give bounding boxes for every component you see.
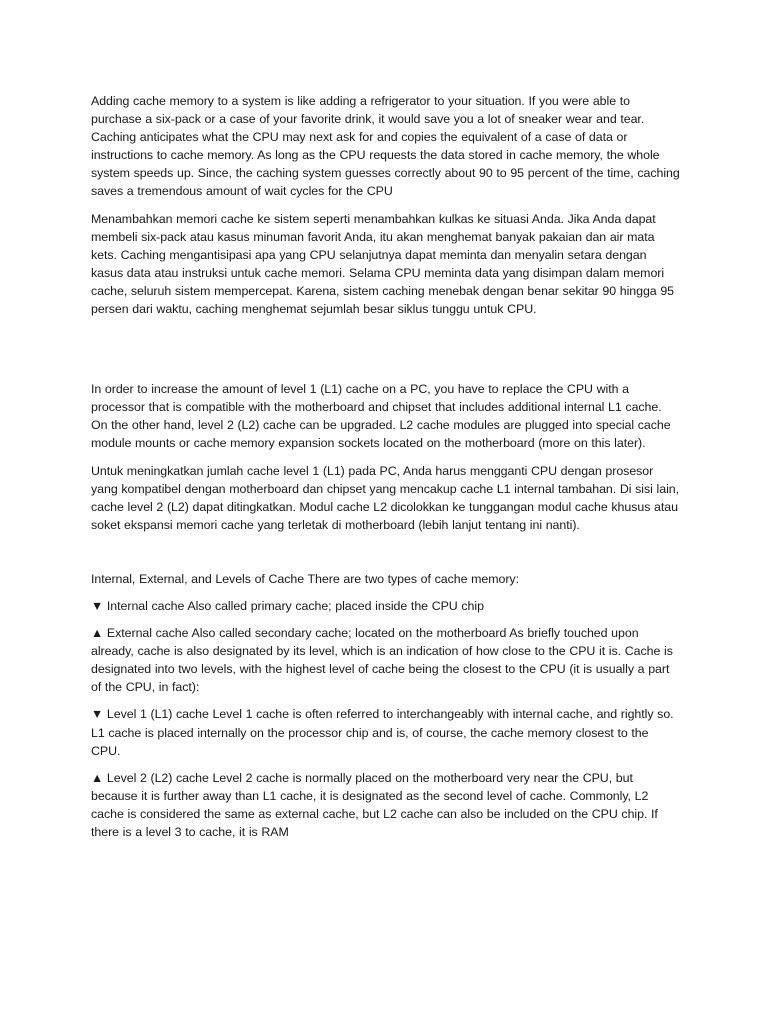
paragraph-level2-cache: ▲ Level 2 (L2) cache Level 2 cache is normally placed on the motherboard very near the CPU, but because it is further away than L1 cache, it is designated as the second level of cache. Commonly, L2 cache is considered the same as external cache, but L2 cache can also be included on the CPU chip. If there is a level 3 to cache, it is RAM [91, 770, 658, 839]
paragraph-l1-upgrade-id: Untuk meningkatkan jumlah cache level 1 (L1) pada PC, Anda harus mengganti CPU dengan prosesor yang kompatibel dengan motherboard dan chipset yang mencakup cache L1 internal tambahan. Di sisi lain, cache level 2 (L2) dapat ditingkatkan. Modul cache L2 dicolokkan ke tunggangan modul cache khusus atau soket ekspansi memori cache yang terletak di motherboard (lebih lanjut tentang ini nanti). [91, 463, 680, 532]
paragraph-l1-upgrade-en: In order to increase the amount of level 1 (L1) cache on a PC, you have to replace the CPU with a processor that is compatible with the motherboard and chipset that includes additional internal L1 cache. On the other hand, level 2 (L2) cache can be upgraded. L2 cache modules are plugged into special cache module mounts or cache memory expansion sockets located on the motherboard (more on this later). [91, 382, 671, 451]
section-spacer [91, 327, 681, 380]
paragraph-level1-cache: ▼ Level 1 (L1) cache Level 1 cache is often referred to interchangeably with internal cache, and rightly so. L1 cache is placed internally on the processor chip and is, of course, the cache memory closest to the CPU. [91, 707, 674, 758]
paragraph-cache-types-heading: Internal, External, and Levels of Cache There are two types of cache memory: [91, 571, 519, 586]
paragraph-internal-cache: ▼ Internal cache Also called primary cache; placed inside the CPU chip [91, 598, 484, 613]
section-spacer [91, 543, 681, 570]
paragraph-external-cache: ▲ External cache Also called secondary cache; located on the motherboard As briefly touched upon already, cache is also designated by its level, which is an indication of how close to the CPU it is. Cache is designated into two levels, with the highest level of cache being the closest to the CPU (it is usually a part of the CPU, in fact): [91, 626, 673, 695]
paragraph-cache-intro-id: Menambahkan memori cache ke sistem seperti menambahkan kulkas ke situasi Anda. Jika Anda dapat membeli six-pack atau kasus minuman favorit Anda, itu akan menghemat banyak pakaian dan air mata kets. Caching mengantisipasi apa yang CPU selanjutnya dapat meminta dan menyalin setara dengan kasus data atau instruksi untuk cache memori. Selama CPU meminta data yang disimpan dalam memori cache, seluruh sistem mempercepat. Karena, sistem caching menebak dengan benar sekitar 90 hingga 95 persen dari waktu, caching menghemat sejumlah besar siklus tunggu untuk CPU. [91, 211, 675, 317]
document-text-body [91, 92, 681, 850]
paragraph-cache-intro-en: Adding cache memory to a system is like adding a refrigerator to your situation. If you were able to purchase a six-pack or a case of your favorite drink, it would save you a lot of sneaker wear and tear. Caching anticipates what the CPU may next ask for and copies the equivalent of a case of data or instructions to cache memory. As long as the CPU requests the data stored in cache memory, the whole system speeds up. Since, the caching system guesses correctly about 90 to 95 percent of the time, caching saves a tremendous amount of wait cycles for the CPU [91, 94, 680, 199]
